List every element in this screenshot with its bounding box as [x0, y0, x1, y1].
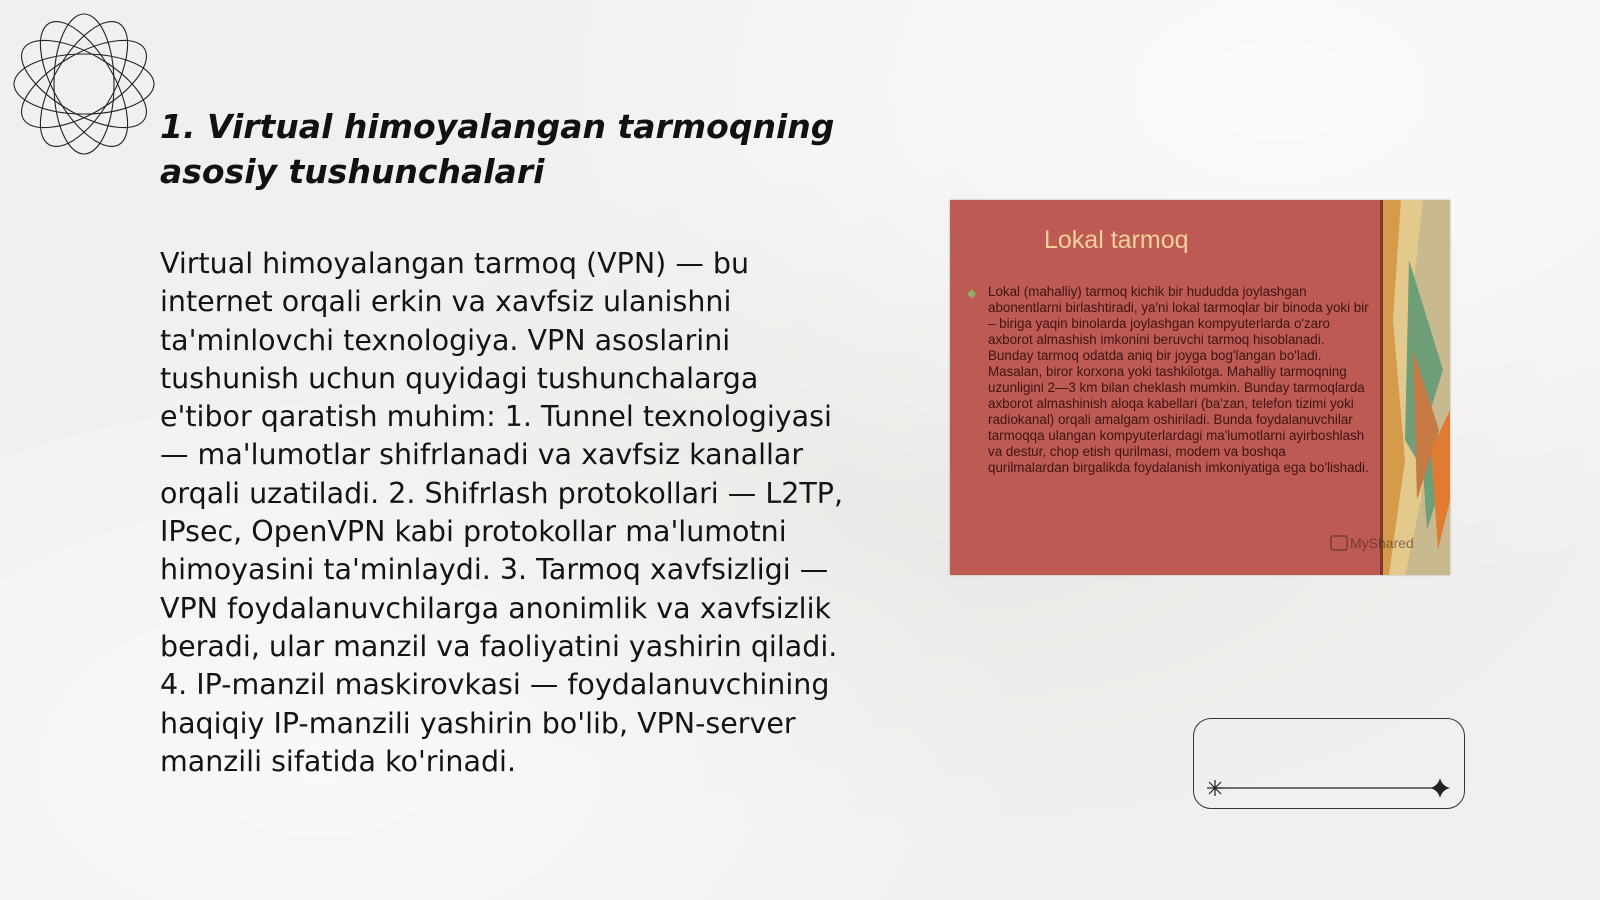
embedded-slide-panel — [950, 200, 1383, 575]
embedded-slide-heading: Lokal tarmoq — [1044, 226, 1189, 254]
embedded-slide-paragraph: Lokal (mahalliy) tarmoq kichik bir hududda joylashgan abonentlarni birlashtiradi, ya'ni lokal tarmoqlar bir binoda yoki bir – biriga yaqin binolarda joylashgan kompyuterlarda o'zaro axborot almashish imkonini beruvchi tarmoq hisoblanadi. Bunday tarmoq odatda aniq bir joyga bog'langan bo'ladi. Masalan, biror korxona yoki tashkilotga. Mahalliy tarmoqning uzunligini 2—3 km bilan cheklash mumkin. Bunday tarmoqlarda axborot almashinish aloqa kabellari (ba'zan, telefon tizimi yoki radiokanal) orqali amalgam oshiriladi. Bunda foydalanuvchilar tarmoqqa ulangan kompyuterlardagi ma'lumotlarni ayirboshlash va destur, chop etish qurilmasi, modem va boshqa qurilmalardan birgalikda foydalanish imkoniyatiga ega bo'lishadi. — [988, 284, 1369, 475]
watermark-icon — [1330, 535, 1348, 551]
embedded-slide-image — [950, 200, 1450, 575]
spirograph-ornament-icon — [10, 10, 158, 158]
embedded-slide-watermark: MyShared — [1350, 535, 1414, 551]
slide-body-text: Virtual himoyalangan tarmoq (VPN) — bu internet orqali erkin va xavfsiz ulanishni ta'minlovchi texnologiya. VPN asoslarini tushunish uchun quyidagi tushunchalarga e'tibor qaratish muhim: 1. Tunnel texnologiyasi — ma'lumotlar shifrlanadi va xavfsiz kanallar orqali uzatiladi. 2. Shifrlash protokollari — L2TP, IPsec, OpenVPN kabi protokollar ma'lumotni himoyasini ta'minlaydi. 3. Tarmoq xavfsizligi — VPN foydalanuvchilarga anonimlik va xavfsizlik beradi, ular manzil va faoliyatini yashirin qiladi. 4. IP-manzil maskirovkasi — foydalanuvchining haqiqiy IP-manzili yashirin bo'lib, VPN-server manzili sifatida ko'rinadi. — [160, 247, 843, 778]
embedded-slide-decoration — [1383, 200, 1450, 575]
bullet-icon: ◆ — [967, 286, 977, 300]
star-line-decoration-icon — [1205, 776, 1455, 806]
slide-title: 1. Virtual himoyalangan tarmoqning asosiy tushunchalari — [160, 107, 835, 191]
